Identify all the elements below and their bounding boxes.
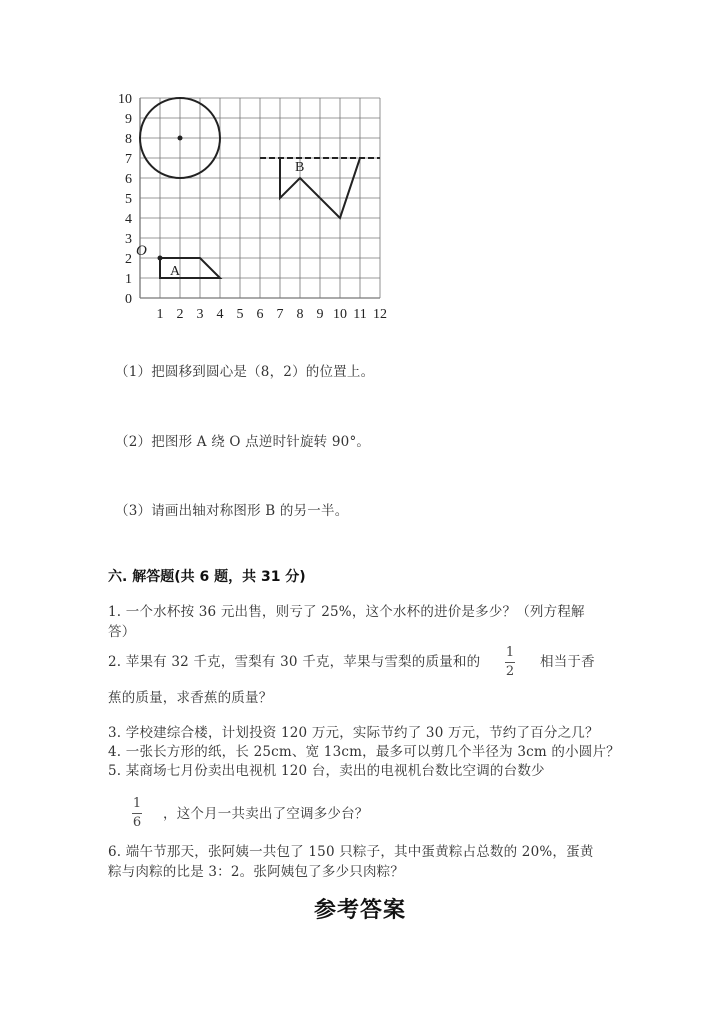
circle-center-dot bbox=[178, 136, 183, 141]
y-tick-label: 6 bbox=[125, 172, 132, 187]
fraction-numerator: 1 bbox=[132, 796, 142, 811]
question-4: 4. 一张长方形的纸，长 25cm、宽 13cm，最多可以剪几个半径为 3cm 的小圆片？ bbox=[108, 744, 620, 760]
question-2-line-2: 蕉的质量，求香蕉的质量？ bbox=[108, 690, 273, 706]
y-tick-label: 10 bbox=[118, 92, 132, 107]
fraction-denominator: 6 bbox=[132, 815, 142, 830]
answer-title: 参考答案 bbox=[313, 898, 406, 923]
y-tick-label: 8 bbox=[125, 132, 132, 147]
question-2-line-1-end: 相当于香 bbox=[540, 654, 595, 670]
y-tick-label: 7 bbox=[125, 152, 132, 167]
x-tick-label: 7 bbox=[276, 307, 284, 322]
shape-a bbox=[160, 258, 220, 278]
origin-point bbox=[158, 256, 163, 261]
task-3: （3）请画出轴对称图形 B 的另一半。 bbox=[115, 503, 349, 519]
x-tick-label: 5 bbox=[236, 307, 244, 322]
x-tick-label: 6 bbox=[256, 307, 264, 322]
question-1-line-2: 答） bbox=[108, 624, 136, 640]
fraction-denominator: 2 bbox=[505, 664, 515, 679]
x-tick-label: 1 bbox=[156, 307, 164, 322]
question-5-line-2: ，这个月一共卖出了空调多少台？ bbox=[163, 806, 369, 822]
fraction-bar bbox=[132, 813, 142, 814]
fraction-numerator: 1 bbox=[505, 645, 515, 660]
y-tick-label: 0 bbox=[125, 292, 132, 307]
x-tick-label: 8 bbox=[296, 307, 304, 322]
x-tick-label: 11 bbox=[353, 307, 367, 322]
y-tick-label: 5 bbox=[125, 192, 132, 207]
x-tick-label: 12 bbox=[373, 307, 387, 322]
y-tick-label: 9 bbox=[125, 112, 132, 127]
section-title: 六. 解答题(共 6 题，共 31 分) bbox=[108, 569, 306, 585]
task-1: （1）把圆移到圆心是（8，2）的位置上。 bbox=[115, 364, 375, 380]
question-6-line-1: 6. 端午节那天，张阿姨一共包了 150 只粽子，其中蛋黄粽占总数的 20%，蛋黄 bbox=[108, 844, 594, 860]
question-5-line-1: 5. 某商场七月份卖出电视机 120 台，卖出的电视机台数比空调的台数少 bbox=[108, 763, 545, 779]
shape-b-label: B bbox=[295, 160, 305, 175]
question-3: 3. 学校建综合楼，计划投资 120 万元，实际节约了 30 万元，节约了百分之几？ bbox=[108, 725, 599, 741]
shapes bbox=[136, 98, 380, 279]
axis-labels bbox=[118, 92, 387, 322]
x-tick-label: 10 bbox=[333, 307, 347, 322]
x-tick-label: 3 bbox=[196, 307, 204, 322]
y-tick-label: 2 bbox=[125, 252, 132, 267]
x-tick-label: 4 bbox=[216, 307, 224, 322]
y-tick-label: 1 bbox=[125, 272, 132, 287]
question-6-line-2: 粽与肉粽的比是 3：2。张阿姨包了多少只肉粽？ bbox=[108, 864, 405, 880]
task-2: （2）把图形 A 绕 O 点逆时针旋转 90°。 bbox=[115, 434, 371, 450]
question-2-line-1: 2. 苹果有 32 千克，雪梨有 30 千克，苹果与雪梨的质量和的 bbox=[108, 654, 481, 670]
origin-label: O bbox=[136, 243, 147, 259]
fraction-one-sixth bbox=[132, 797, 142, 830]
x-tick-label: 9 bbox=[316, 307, 324, 322]
fraction-bar bbox=[505, 662, 515, 663]
coordinate-grid-figure bbox=[0, 0, 720, 330]
y-tick-label: 4 bbox=[125, 212, 132, 227]
fraction-one-half bbox=[505, 646, 515, 679]
y-tick-label: 3 bbox=[125, 232, 132, 247]
question-1-line-1: 1. 一个水杯按 36 元出售，则亏了 25%，这个水杯的进价是多少？（列方程解 bbox=[108, 604, 585, 620]
x-tick-label: 2 bbox=[176, 307, 184, 322]
shape-a-label: A bbox=[170, 264, 181, 279]
